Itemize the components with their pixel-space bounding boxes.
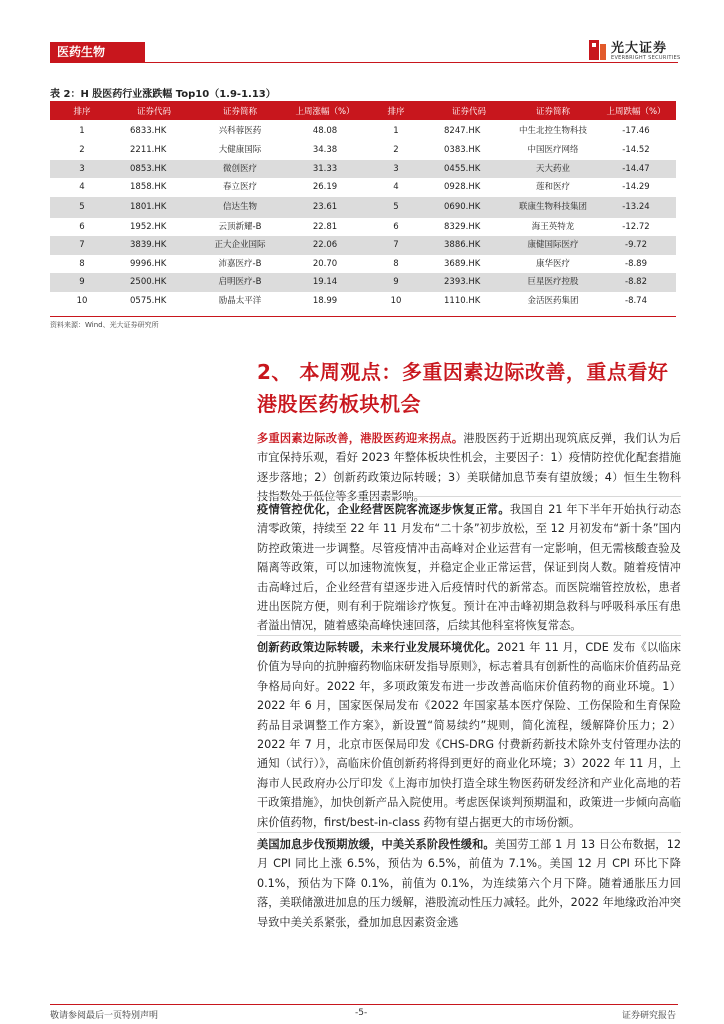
table-cell: 23.61 xyxy=(286,197,364,218)
header-divider xyxy=(50,62,678,63)
table-cell: 48.08 xyxy=(312,125,338,136)
paragraph-divider xyxy=(257,832,681,833)
table-cell: 2 xyxy=(79,145,85,156)
table-cell: 云顶新耀-B xyxy=(218,221,262,232)
table-header-row xyxy=(50,101,676,120)
footer-disclaimer: 敬请参阅最后一页特别声明 xyxy=(50,1011,159,1021)
table-cell: 10 xyxy=(390,295,402,306)
table-cell: 2393.HK xyxy=(428,273,510,292)
table-cell: 1110.HK xyxy=(444,295,481,306)
table-cell: 1858.HK xyxy=(130,182,167,193)
table-row xyxy=(50,197,676,218)
table-source: 资料来源：Wind、光大证券研究所 xyxy=(50,321,159,329)
ranking-table xyxy=(50,101,676,310)
footer-divider xyxy=(50,1004,678,1005)
header-code-left: 证券代码 xyxy=(114,101,194,120)
table-cell: 6833.HK xyxy=(130,125,167,136)
paragraph-lead: 创新药政策边际转暖，未来行业发展环境优化。 xyxy=(257,641,497,654)
header-name-right: 证券简称 xyxy=(510,101,596,120)
table-cell: 6 xyxy=(393,221,399,232)
table-cell: 19.14 xyxy=(286,273,364,292)
table-cell: 信达生物 xyxy=(194,197,286,218)
table-cell: -8.89 xyxy=(625,258,647,269)
table-cell: 0853.HK xyxy=(114,160,194,179)
table-cell: 巨星医疗控股 xyxy=(510,273,596,292)
table-cell: -12.72 xyxy=(622,221,650,232)
table-cell: 3886.HK xyxy=(428,236,510,255)
table-cell: 正大企业国际 xyxy=(194,236,286,255)
paragraph-body: 2021 年 11 月，CDE 发布《以临床价值为导向的抗肿瘤药物临床研发指导原则》，标志着具有创新性的高临床价值药品竞争格局向好。2022 年，多项政策发布进一步改善高临床价值药物的商业环境。1）2022 年 6 月，国家医保局发布《2022 年国家基本医疗保险、工伤保险和生育保险药品目录调整工作方案》，新设置“简易续约”规则，简化流程，缓解降价压力；2）2022 年 7 月，北京市医保局印发《CHS-DRG 付费新药新技术除外支付管理办法的通知（试行）》，高临床价值创新药将得到更好的商业化环境；3）2022 年 11 月，上海市人民政府办公厅印发《上海市加快打造全球生物医药研发经济和产业化高地的若干政策措施》，加快创新产品入院使用。考虑医保谈判预期温和，政策进一步倾向高临床价值药物，first/best-in-class 药物有望占据更大的市场份额。 xyxy=(257,641,681,829)
table-cell: 4 xyxy=(393,182,399,193)
table-cell: 6 xyxy=(79,221,85,232)
table-title: 表 2：H 股医药行业涨跌幅 Top10（1.9-1.13） xyxy=(50,89,276,100)
table-cell: 0575.HK xyxy=(130,295,167,306)
table-cell: 10 xyxy=(76,295,88,306)
table-cell: 3 xyxy=(364,160,428,179)
table-cell: 启明医疗-B xyxy=(194,273,286,292)
table-cell: 金活医药集团 xyxy=(527,295,579,306)
footer-report-type: 证券研究报告 xyxy=(621,1011,676,1021)
table-cell: 8 xyxy=(393,258,399,269)
paragraph-lead: 疫情管控优化，企业经营医院客流逐步恢复正常。 xyxy=(257,503,510,516)
table-cell: -14.47 xyxy=(596,160,676,179)
table-cell: 4 xyxy=(79,182,85,193)
section-title: 2、 本周观点：多重因素边际改善，重点看好港股医药板块机会 xyxy=(257,360,669,416)
table-cell: 3 xyxy=(50,160,114,179)
table-cell: 康健国际医疗 xyxy=(510,236,596,255)
table-cell: 海王英特龙 xyxy=(531,221,575,232)
header-rank-left: 排序 xyxy=(50,101,114,120)
table-cell: 1952.HK xyxy=(130,221,167,232)
table-cell: 2 xyxy=(393,145,399,156)
logo-subtitle: EVERBRIGHT SECURITIES xyxy=(611,55,681,61)
header-rank-right: 排序 xyxy=(364,101,428,120)
paragraph-lead: 美国加息步伐预期放缓，中美关系阶段性缓和。 xyxy=(257,838,495,851)
table-cell: 5 xyxy=(364,197,428,218)
table-cell: 中生北控生物科技 xyxy=(518,125,587,136)
paragraph-divider xyxy=(257,496,681,497)
table-cell: 2500.HK xyxy=(114,273,194,292)
table-bottom-rule xyxy=(50,316,676,317)
table-cell: 1 xyxy=(393,125,399,136)
section-tag: 医药生物 xyxy=(50,42,145,62)
header-name-left: 证券简称 xyxy=(194,101,286,120)
table-cell: 7 xyxy=(364,236,428,255)
table-cell: 1801.HK xyxy=(114,197,194,218)
paragraph-body: 港股医药于近期出现筑底反弹，我们认为后市宜保持乐观，看好 2023 年整体板块性机会，主要因子：1）疫情防控优化配套措施逐步落地；2）创新药政策边际转暖；3）美联储加息节奏有望放缓；4）恒生生物科 xyxy=(257,432,681,484)
header-loss: 上周跌幅（%） xyxy=(596,101,676,120)
table-cell: 20.70 xyxy=(312,258,338,269)
table-cell: 2211.HK xyxy=(130,145,167,156)
table-cell: 18.99 xyxy=(312,295,338,306)
paragraph-1 xyxy=(257,429,681,507)
table-cell: 0383.HK xyxy=(444,145,481,156)
logo-name: 光大证券 xyxy=(611,41,668,56)
table-cell: -17.46 xyxy=(622,125,650,136)
table-row xyxy=(50,120,676,141)
table-cell: 8247.HK xyxy=(444,125,481,136)
table-cell: 兴科蓉医药 xyxy=(218,125,262,136)
table-cell: -13.24 xyxy=(596,197,676,218)
table-cell: -9.72 xyxy=(596,236,676,255)
table-cell: 莲和医疗 xyxy=(535,182,570,193)
page-number: -5- xyxy=(355,1008,368,1018)
paragraph-body: 我国自 21 年下半年开始执行动态清零政策，持续至 22 年 11 月发布“二十条”初步放松，至 12 月初发布“新十条”国内防控政策进一步调整。尽管疫情冲击高峰对企业运营有一定影响，但无需核酸查验及隔离等政策，可以加速物流恢复，并稳定企业正常运营，保证到岗人数。随着疫情冲击高峰过后，企业经营有望逐步进入后疫情时代的新常态。而医院端管控放松，患者进出医院方便，则有利于院端诊疗恢复。预计在冲击峰初期急救科与呼吸科承压有患者溢出情况，随着感染高峰快速回落，后续其他科室将恢复常态。 xyxy=(257,503,681,633)
table-cell: 9 xyxy=(364,273,428,292)
table-cell: -14.52 xyxy=(622,145,650,156)
table-cell: 22.81 xyxy=(312,221,338,232)
table-cell: 大健康国际 xyxy=(218,145,262,156)
table-row xyxy=(50,218,676,237)
table-cell: 微创医疗 xyxy=(194,160,286,179)
table-cell: 天大药业 xyxy=(510,160,596,179)
table-cell: 沛嘉医疗-B xyxy=(218,258,262,269)
logo-mark-icon xyxy=(586,38,608,62)
table-cell: 31.33 xyxy=(286,160,364,179)
table-row xyxy=(50,255,676,274)
table-row xyxy=(50,178,676,197)
table-cell: 1 xyxy=(79,125,85,136)
paragraph-2 xyxy=(257,500,681,636)
paragraph-body: 美国劳工部 1 月 13 日公布数据，12 月 CPI 同比上涨 6.5%，预估为 6.5%，前值为 7.1%。美国 12 月 CPI 环比下降 0.1%，预估为下降 0.1%，前值为 0.1%，为连续第六个月下降。随着通胀压力回落，美联储激进加息的压力缓解，港股流动性压力减轻。此外，2022 年地缘政治冲突导致中美关系紧张，叠加加息因素资金逃 xyxy=(257,838,681,929)
table-cell: 9996.HK xyxy=(130,258,167,269)
header-gain: 上周涨幅（%） xyxy=(286,101,364,120)
paragraph-divider xyxy=(257,635,681,636)
table-cell: 3839.HK xyxy=(114,236,194,255)
paragraph-lead: 多重因素边际改善，港股医药迎来拐点。 xyxy=(257,432,464,445)
table-cell: 26.19 xyxy=(312,182,338,193)
table-row xyxy=(50,160,676,179)
table-cell: 5 xyxy=(50,197,114,218)
table-cell: -8.74 xyxy=(625,295,647,306)
table-cell: 8329.HK xyxy=(444,221,481,232)
table-cell: 春立医疗 xyxy=(222,182,257,193)
table-row xyxy=(50,273,676,292)
table-cell: 9 xyxy=(50,273,114,292)
table-cell: 励晶太平洋 xyxy=(218,295,262,306)
table-cell: 22.06 xyxy=(286,236,364,255)
table-cell: 7 xyxy=(50,236,114,255)
table-cell: -14.29 xyxy=(622,182,650,193)
paragraph-3 xyxy=(257,638,681,832)
header-code-right: 证券代码 xyxy=(428,101,510,120)
table-cell: 0455.HK xyxy=(428,160,510,179)
table-cell: 联康生物科技集团 xyxy=(510,197,596,218)
table-cell: 0928.HK xyxy=(444,182,481,193)
table-row xyxy=(50,292,676,311)
table-cell: 8 xyxy=(79,258,85,269)
table-cell: 中国医疗网络 xyxy=(527,145,579,156)
logo xyxy=(586,36,682,66)
table-row xyxy=(50,141,676,160)
paragraph-4 xyxy=(257,835,681,932)
table-cell: 3689.HK xyxy=(444,258,481,269)
table-row xyxy=(50,236,676,255)
table-cell: 0690.HK xyxy=(428,197,510,218)
table-cell: -8.82 xyxy=(596,273,676,292)
table-cell: 康华医疗 xyxy=(535,258,570,269)
table-cell: 34.38 xyxy=(312,145,338,156)
